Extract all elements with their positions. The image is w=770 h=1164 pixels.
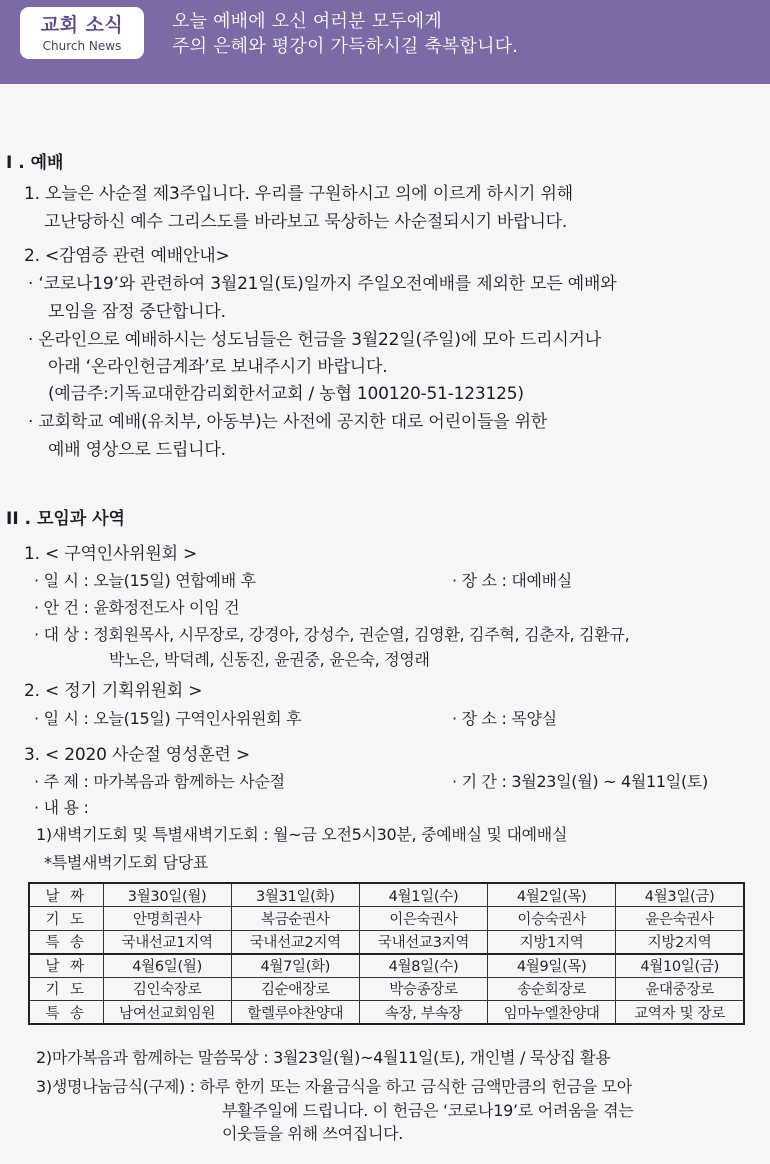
meeting-3-theme: · 주 제 : 마가복음과 함께하는 사순절 [34, 772, 285, 791]
schedule-table-title: *특별새벽기도회 담당표 [44, 853, 209, 872]
special-music-cell: 지방1지역 [488, 930, 616, 954]
meeting-3-content-label: · 내 용 : [34, 798, 89, 817]
date-label-cell: 날 짜 [29, 883, 103, 907]
special-music-label-cell: 특 송 [29, 1001, 103, 1025]
table-row [29, 977, 744, 1001]
worship-notice-1-line-1: · ‘코로나19’와 관련하여 3월21일(토)일까지 주일오전예배를 제외한 모든 예배와 [28, 274, 617, 294]
meeting-3-title: 3. < 2020 사순절 영성훈련 > [24, 745, 250, 765]
special-music-cell: 국내선교3지역 [359, 930, 487, 954]
special-dawn-prayer-schedule-table [28, 882, 745, 1025]
prayer-cell: 복금순권사 [231, 907, 359, 931]
special-music-cell: 속장, 부속장 [359, 1001, 487, 1025]
table-row [29, 907, 744, 931]
meeting-2-place: · 장 소 : 목양실 [452, 709, 557, 728]
church-news-badge [20, 7, 144, 59]
meeting-1-place: · 장 소 : 대예배실 [452, 571, 572, 590]
online-offering-account: (예금주:기독교대한감리회한서교회 / 농협 100120-51-123125) [48, 384, 524, 404]
worship-notice-3-line-1: · 교회학교 예배(유치부, 아동부)는 사전에 공지한 대로 어린이들을 위한 [28, 412, 548, 432]
prayer-label-cell: 기 도 [29, 907, 103, 931]
meeting-3-content-2: 2)마가복음과 함께하는 말씀묵상 : 3월23일(월)~4월11일(토), 개인별 / 묵상집 활용 [36, 1048, 611, 1067]
section-2-heading: II . 모임과 사역 [6, 509, 125, 529]
meeting-1-agenda: · 안 건 : 윤화정전도사 이임 건 [34, 598, 240, 617]
special-music-cell: 남여선교회임원 [103, 1001, 231, 1025]
prayer-cell: 김인숙장로 [103, 977, 231, 1001]
meeting-3-content-3-line-1: 3)생명나눔금식(구제) : 하루 한끼 또는 자율금식을 하고 금식한 금액만큼의 헌금을 모아 [36, 1077, 632, 1096]
prayer-cell: 이은숙권사 [359, 907, 487, 931]
date-cell: 4월7일(화) [231, 954, 359, 978]
worship-item-1-line-1: 1. 오늘은 사순절 제3주입니다. 우리를 구원하시고 의에 이르게 하시기 위해 [24, 184, 573, 204]
worship-item-2-title: 2. <감염증 관련 예배안내> [24, 246, 230, 266]
table-row [29, 883, 744, 907]
prayer-cell: 안명희권사 [103, 907, 231, 931]
badge-title: 교회 소식 [40, 14, 124, 36]
worship-notice-1-line-2: 모임을 잠정 중단합니다. [48, 302, 226, 322]
prayer-cell: 이승숙권사 [488, 907, 616, 931]
worship-notice-2-line-2: 아래 ‘온라인헌금계좌’로 보내주시기 바랍니다. [48, 357, 388, 377]
table-row [29, 1001, 744, 1025]
meeting-2-time: · 일 시 : 오늘(15일) 구역인사위원회 후 [34, 709, 302, 728]
date-cell: 4월6일(월) [103, 954, 231, 978]
meeting-3-content-3-line-2: 부활주일에 드립니다. 이 헌금은 ‘코로나19’로 어려움을 겪는 [222, 1101, 634, 1120]
date-cell: 4월2일(목) [488, 883, 616, 907]
meeting-3-content-1: 1)새벽기도회 및 특별새벽기도회 : 월~금 오전5시30분, 중예배실 및 대예배실 [36, 825, 568, 844]
section-1-heading: I . 예배 [6, 153, 64, 173]
prayer-cell: 박승종장로 [359, 977, 487, 1001]
special-music-cell: 국내선교2지역 [231, 930, 359, 954]
special-music-cell: 교역자 및 장로 [616, 1001, 744, 1025]
prayer-cell: 김순애장로 [231, 977, 359, 1001]
table-row [29, 930, 744, 954]
date-cell: 3월30일(월) [103, 883, 231, 907]
meeting-1-title: 1. < 구역인사위원회 > [24, 544, 198, 564]
prayer-cell: 윤대중장로 [616, 977, 744, 1001]
special-music-label-cell: 특 송 [29, 930, 103, 954]
meeting-3-period: · 기 간 : 3월23일(월) ~ 4월11일(토) [452, 772, 708, 791]
header-banner [0, 0, 770, 84]
date-cell: 3월31일(화) [231, 883, 359, 907]
greeting-message [172, 9, 518, 59]
date-cell: 4월10일(금) [616, 954, 744, 978]
prayer-cell: 송순회장로 [488, 977, 616, 1001]
greeting-line-2: 주의 은혜와 평강이 가득하시길 축복합니다. [172, 36, 519, 57]
meeting-2-title: 2. < 정기 기획위원회 > [24, 681, 203, 701]
date-cell: 4월1일(수) [359, 883, 487, 907]
meeting-3-content-3-line-3: 이웃들을 위해 쓰여집니다. [222, 1124, 404, 1143]
special-music-cell: 할렐루야찬양대 [231, 1001, 359, 1025]
special-music-cell: 임마누엘찬양대 [488, 1001, 616, 1025]
worship-item-1-line-2: 고난당하신 예수 그리스도를 바라보고 묵상하는 사순절되시기 바랍니다. [44, 212, 568, 232]
date-label-cell: 날 짜 [29, 954, 103, 978]
special-music-cell: 국내선교1지역 [103, 930, 231, 954]
date-cell: 4월9일(목) [488, 954, 616, 978]
worship-notice-3-line-2: 예배 영상으로 드립니다. [48, 440, 226, 460]
table-row [29, 954, 744, 978]
prayer-cell: 윤은숙권사 [616, 907, 744, 931]
meeting-1-time: · 일 시 : 오늘(15일) 연합예배 후 [34, 571, 256, 590]
greeting-line-1: 오늘 예배에 오신 여러분 모두에게 [172, 11, 442, 32]
date-cell: 4월8일(수) [359, 954, 487, 978]
worship-notice-2-line-1: · 온라인으로 예배하시는 성도님들은 헌금을 3월22일(주일)에 모아 드리시거나 [28, 330, 602, 350]
prayer-label-cell: 기 도 [29, 977, 103, 1001]
meeting-1-target-line-2: 박노은, 박덕례, 신동진, 윤권중, 윤은숙, 정영래 [109, 650, 430, 669]
badge-subtitle: Church News [42, 39, 122, 53]
meeting-1-target-line-1: · 대 상 : 정회원목사, 시무장로, 강경아, 강성수, 권순열, 김영환, 김주혁, 김춘자, 김환규, [34, 625, 630, 644]
special-music-cell: 지방2지역 [616, 930, 744, 954]
date-cell: 4월3일(금) [616, 883, 744, 907]
